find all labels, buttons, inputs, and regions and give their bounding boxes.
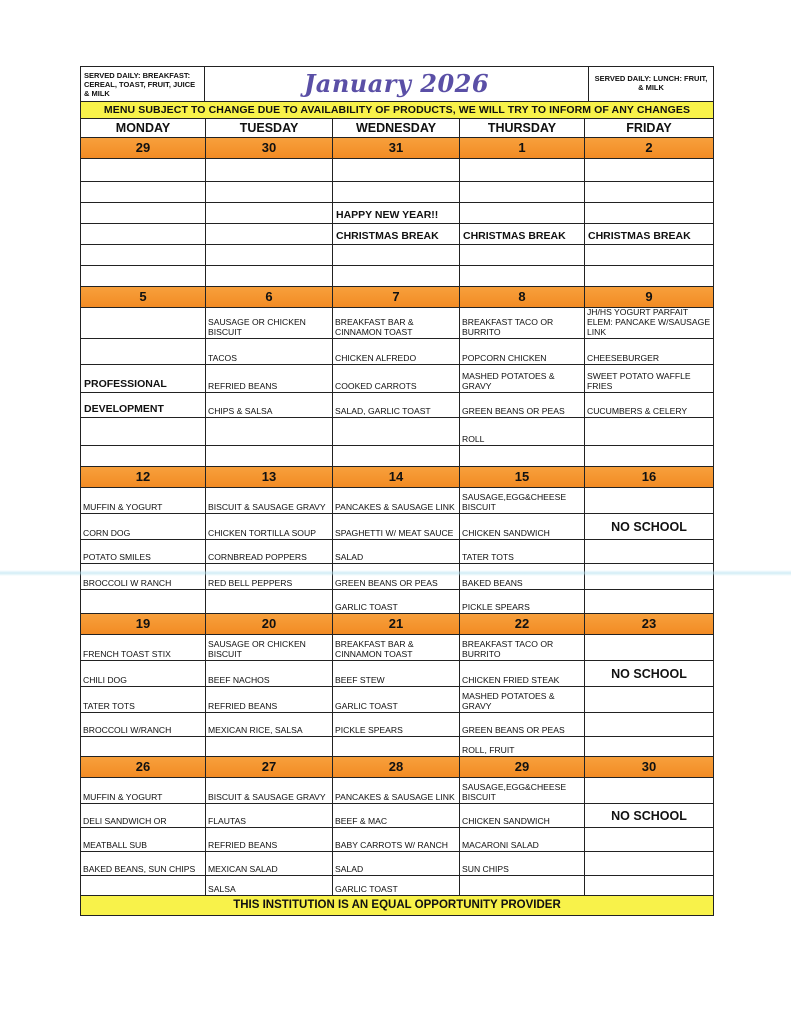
- menu-cell: [333, 737, 460, 756]
- menu-row: [81, 182, 713, 203]
- menu-cell: [81, 446, 206, 466]
- menu-cell: CHILI DOG: [81, 661, 206, 686]
- menu-row: [81, 245, 713, 266]
- menu-cell: MACARONI SALAD: [460, 828, 585, 851]
- date-number: 16: [641, 469, 657, 484]
- menu-cell: ROLL: [460, 418, 585, 445]
- menu-cell: GREEN BEANS OR PEAS: [460, 713, 585, 736]
- menu-cell: [585, 828, 713, 851]
- menu-row: [81, 365, 713, 393]
- page-title: January 2026: [205, 67, 589, 101]
- date-number: 29: [81, 138, 206, 158]
- menu-cell: [585, 418, 713, 445]
- menu-cell: BEEF & MAC: [333, 804, 460, 827]
- menu-cell: [81, 876, 206, 895]
- week-block: [81, 467, 713, 614]
- menu-row: [81, 418, 713, 446]
- menu-cell: [206, 737, 333, 756]
- menu-cell: [585, 245, 713, 265]
- menu-cell: BREAKFAST BAR & CINNAMON TOAST: [333, 635, 460, 660]
- weeks-container: [81, 138, 713, 896]
- menu-cell: GREEN BEANS OR PEAS: [333, 564, 460, 589]
- menu-cell: SALAD, GARLIC TOAST: [333, 393, 460, 417]
- scan-artifact: [0, 570, 791, 576]
- menu-row: [81, 778, 713, 804]
- menu-cell: [81, 308, 206, 338]
- menu-cell: COOKED CARROTS: [333, 365, 460, 392]
- menu-cell: RED BELL PEPPERS: [206, 564, 333, 589]
- menu-row: [81, 203, 713, 224]
- menu-row: [81, 713, 713, 737]
- menu-cell: [206, 203, 333, 223]
- week-block: [81, 287, 713, 467]
- menu-row: [81, 514, 713, 540]
- menu-row: [81, 687, 713, 713]
- menu-cell: ROLL, FRUIT: [460, 737, 585, 756]
- menu-cell: TATER TOTS: [460, 540, 585, 563]
- menu-cell: MUFFIN & YOGURT: [81, 488, 206, 513]
- menu-cell: MEXICAN SALAD: [206, 852, 333, 875]
- menu-cell: [81, 590, 206, 613]
- menu-cell: CHICKEN SANDWICH: [460, 804, 585, 827]
- date-number: 29: [460, 757, 585, 777]
- menu-cell: [585, 203, 713, 223]
- menu-cell: CHICKEN SANDWICH: [460, 514, 585, 539]
- menu-cell: MEXICAN RICE, SALSA: [206, 713, 333, 736]
- menu-cell: REFRIED BEANS: [206, 365, 333, 392]
- date-number: 12: [81, 467, 206, 487]
- menu-cell: [585, 778, 713, 803]
- menu-cell: POPCORN CHICKEN: [460, 339, 585, 364]
- menu-cell: JH/HS YOGURT PARFAIT ELEM: PANCAKE W/SAUSAGE LINK: [587, 308, 711, 337]
- day-wednesday: WEDNESDAY: [333, 119, 460, 137]
- menu-cell: NO SCHOOL: [611, 519, 687, 534]
- weekday-header: [81, 119, 713, 138]
- menu-cell: SAUSAGE OR CHICKEN BISCUIT: [206, 635, 333, 660]
- date-number: 5: [81, 287, 206, 307]
- menu-cell: POTATO SMILES: [81, 540, 206, 563]
- menu-cell: BEEF NACHOS: [206, 661, 333, 686]
- menu-cell: SPAGHETTI W/ MEAT SAUCE: [333, 514, 460, 539]
- menu-cell: [206, 224, 333, 244]
- menu-cell: CHICKEN FRIED STEAK: [460, 661, 585, 686]
- menu-cell: [585, 266, 713, 286]
- date-number: 2: [645, 140, 653, 155]
- menu-cell: MEATBALL SUB: [81, 828, 206, 851]
- menu-cell: [333, 182, 460, 202]
- menu-cell: [206, 182, 333, 202]
- menu-cell: HAPPY NEW YEAR!!: [333, 203, 460, 223]
- menu-cell: SALAD: [333, 540, 460, 563]
- menu-cell: [585, 876, 713, 895]
- day-monday: MONDAY: [81, 119, 206, 137]
- menu-cell: PANCAKES & SAUSAGE LINK: [333, 778, 460, 803]
- day-thursday: THURSDAY: [460, 119, 585, 137]
- week-block: [81, 757, 713, 896]
- menu-cell: MUFFIN & YOGURT: [81, 778, 206, 803]
- menu-cell: [585, 737, 713, 756]
- menu-row: [81, 635, 713, 661]
- menu-row: [81, 852, 713, 876]
- date-number: 8: [460, 287, 585, 307]
- menu-cell: [333, 266, 460, 286]
- menu-row: [81, 804, 713, 828]
- menu-row: [81, 159, 713, 182]
- day-friday: FRIDAY: [626, 121, 672, 135]
- menu-calendar: [80, 66, 714, 916]
- date-number: 26: [81, 757, 206, 777]
- menu-row: [81, 339, 713, 365]
- menu-row: [81, 590, 713, 613]
- date-bar: [81, 757, 713, 778]
- menu-cell: CHEESEBURGER: [587, 353, 660, 363]
- menu-cell: [81, 737, 206, 756]
- menu-cell: [333, 418, 460, 445]
- menu-cell: [585, 182, 713, 202]
- menu-cell: FRENCH TOAST STIX: [81, 635, 206, 660]
- date-number: 30: [641, 759, 657, 774]
- menu-cell: [585, 564, 713, 589]
- date-number: 28: [333, 757, 460, 777]
- menu-cell: [333, 245, 460, 265]
- menu-cell: GARLIC TOAST: [333, 590, 460, 613]
- menu-cell: [460, 245, 585, 265]
- menu-cell: [585, 713, 713, 736]
- date-number: 1: [460, 138, 585, 158]
- menu-row: [81, 446, 713, 466]
- menu-cell: GARLIC TOAST: [333, 876, 460, 895]
- menu-cell: NO SCHOOL: [611, 808, 687, 823]
- menu-row: [81, 737, 713, 756]
- footer-statement: THIS INSTITUTION IS AN EQUAL OPPORTUNITY PROVIDER: [81, 896, 713, 915]
- menu-cell: [585, 590, 713, 613]
- menu-row: [81, 488, 713, 514]
- menu-cell: [81, 266, 206, 286]
- date-bar: [81, 614, 713, 635]
- menu-cell: [460, 446, 585, 466]
- menu-row: [81, 876, 713, 895]
- menu-cell: [585, 635, 713, 660]
- menu-cell: CHICKEN ALFREDO: [333, 339, 460, 364]
- date-number: 31: [333, 138, 460, 158]
- menu-cell: CHICKEN TORTILLA SOUP: [206, 514, 333, 539]
- change-notice: MENU SUBJECT TO CHANGE DUE TO AVAILABILITY OF PRODUCTS, WE WILL TRY TO INFORM OF ANY CHANGES: [81, 102, 713, 119]
- date-number: 15: [460, 467, 585, 487]
- date-number: 20: [206, 614, 333, 634]
- menu-cell: SUN CHIPS: [460, 852, 585, 875]
- menu-cell: FLAUTAS: [206, 804, 333, 827]
- menu-cell: BREAKFAST TACO OR BURRITO: [460, 308, 585, 338]
- date-number: 19: [81, 614, 206, 634]
- menu-cell: CHRISTMAS BREAK: [588, 230, 691, 242]
- week-block: [81, 614, 713, 757]
- lunch-note: SERVED DAILY: LUNCH: FRUIT, & MILK: [594, 74, 708, 92]
- menu-row: [81, 661, 713, 687]
- date-bar: [81, 467, 713, 488]
- menu-cell: CHRISTMAS BREAK: [460, 224, 585, 244]
- menu-cell: SAUSAGE,EGG&CHEESE BISCUIT: [460, 778, 585, 803]
- menu-cell: PICKLE SPEARS: [460, 590, 585, 613]
- breakfast-note: SERVED DAILY: BREAKFAST: CEREAL, TOAST, FRUIT, JUICE & MILK: [81, 67, 205, 101]
- menu-cell: CORN DOG: [81, 514, 206, 539]
- menu-row: [81, 266, 713, 286]
- menu-cell: [585, 159, 713, 181]
- date-number: 27: [206, 757, 333, 777]
- week-block: [81, 138, 713, 287]
- menu-cell: REFRIED BEANS: [206, 687, 333, 712]
- menu-cell: MASHED POTATOES & GRAVY: [460, 365, 585, 392]
- menu-cell: PROFESSIONAL: [81, 365, 206, 392]
- menu-header: [81, 67, 713, 102]
- menu-cell: [460, 182, 585, 202]
- menu-cell: SAUSAGE,EGG&CHEESE BISCUIT: [460, 488, 585, 513]
- date-number: 13: [206, 467, 333, 487]
- date-number: 9: [645, 289, 653, 304]
- menu-cell: SAUSAGE OR CHICKEN BISCUIT: [206, 308, 333, 338]
- menu-cell: [81, 245, 206, 265]
- menu-cell: TATER TOTS: [81, 687, 206, 712]
- menu-cell: BAKED BEANS: [460, 564, 585, 589]
- menu-cell: BEEF STEW: [333, 661, 460, 686]
- menu-cell: [585, 540, 713, 563]
- menu-cell: BABY CARROTS W/ RANCH: [333, 828, 460, 851]
- menu-row: [81, 393, 713, 418]
- menu-cell: BAKED BEANS, SUN CHIPS: [81, 852, 206, 875]
- menu-cell: CORNBREAD POPPERS: [206, 540, 333, 563]
- menu-cell: CUCUMBERS & CELERY: [587, 406, 688, 416]
- menu-cell: DEVELOPMENT: [81, 393, 206, 417]
- date-number: 21: [333, 614, 460, 634]
- menu-cell: [585, 446, 713, 466]
- menu-cell: SALAD: [333, 852, 460, 875]
- menu-cell: DELI SANDWICH OR: [81, 804, 206, 827]
- menu-cell: [206, 446, 333, 466]
- menu-row: [81, 828, 713, 852]
- menu-row: [81, 540, 713, 564]
- menu-cell: [206, 590, 333, 613]
- menu-row: [81, 564, 713, 590]
- menu-row: [81, 224, 713, 245]
- menu-cell: PICKLE SPEARS: [333, 713, 460, 736]
- menu-cell: [206, 245, 333, 265]
- menu-cell: MASHED POTATOES & GRAVY: [460, 687, 585, 712]
- menu-cell: [460, 159, 585, 181]
- menu-cell: [81, 203, 206, 223]
- menu-cell: [81, 418, 206, 445]
- menu-cell: [81, 159, 206, 181]
- menu-cell: [206, 418, 333, 445]
- menu-cell: REFRIED BEANS: [206, 828, 333, 851]
- date-number: 30: [206, 138, 333, 158]
- date-bar: [81, 138, 713, 159]
- menu-cell: BREAKFAST BAR & CINNAMON TOAST: [333, 308, 460, 338]
- menu-cell: [460, 266, 585, 286]
- date-number: 7: [333, 287, 460, 307]
- date-number: 6: [206, 287, 333, 307]
- menu-cell: BREAKFAST TACO OR BURRITO: [460, 635, 585, 660]
- menu-cell: [206, 159, 333, 181]
- menu-cell: [81, 182, 206, 202]
- menu-cell: GREEN BEANS OR PEAS: [460, 393, 585, 417]
- menu-cell: PANCAKES & SAUSAGE LINK: [333, 488, 460, 513]
- date-number: 14: [333, 467, 460, 487]
- menu-cell: NO SCHOOL: [611, 666, 687, 681]
- menu-cell: [460, 876, 585, 895]
- menu-row: [81, 308, 713, 339]
- menu-cell: BROCCOLI W RANCH: [81, 564, 206, 589]
- menu-cell: [585, 488, 713, 513]
- menu-cell: GARLIC TOAST: [333, 687, 460, 712]
- menu-cell: [206, 266, 333, 286]
- menu-cell: BROCCOLI W/RANCH: [81, 713, 206, 736]
- menu-cell: BISCUIT & SAUSAGE GRAVY: [206, 488, 333, 513]
- day-tuesday: TUESDAY: [206, 119, 333, 137]
- date-bar: [81, 287, 713, 308]
- date-number: 23: [641, 616, 657, 631]
- menu-cell: [81, 339, 206, 364]
- menu-cell: BISCUIT & SAUSAGE GRAVY: [206, 778, 333, 803]
- menu-cell: CHIPS & SALSA: [206, 393, 333, 417]
- menu-cell: [585, 687, 713, 712]
- date-number: 22: [460, 614, 585, 634]
- menu-cell: TACOS: [206, 339, 333, 364]
- menu-cell: [585, 852, 713, 875]
- menu-cell: CHRISTMAS BREAK: [333, 224, 460, 244]
- menu-cell: [333, 159, 460, 181]
- menu-cell: SALSA: [206, 876, 333, 895]
- menu-cell: SWEET POTATO WAFFLE FRIES: [587, 371, 691, 391]
- menu-cell: [333, 446, 460, 466]
- menu-cell: [81, 224, 206, 244]
- menu-cell: [460, 203, 585, 223]
